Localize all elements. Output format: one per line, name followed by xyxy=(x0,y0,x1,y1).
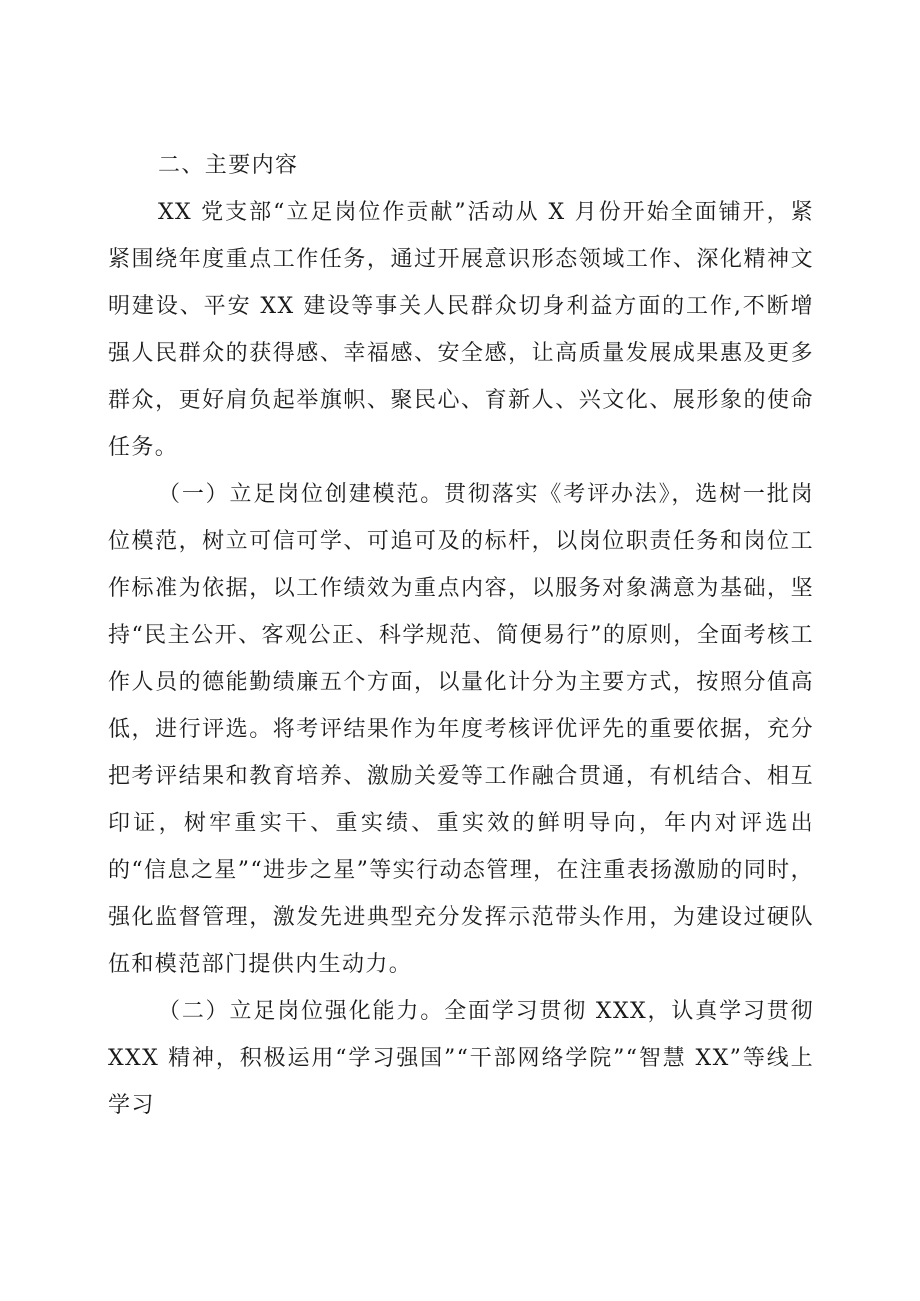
section-heading: 二、主要内容 xyxy=(158,153,299,178)
paragraph-item-2-text: （二）立足岗位强化能力。全面学习贯彻 XXX，认真学习贯彻 XXX 精神，积极运用“学习强国”“干部网络学院”“智慧 XX”等线上学习 xyxy=(108,999,814,1118)
paragraph-item-1 xyxy=(108,471,814,988)
paragraph-intro xyxy=(108,189,814,471)
paragraph-item-2 xyxy=(108,988,814,1129)
paragraph-intro-text: XX 党支部“立足岗位作贡献”活动从 X 月份开始全面铺开，紧紧围绕年度重点工作任务，通过开展意识形态领域工作、深化精神文明建设、平安 XX 建设等事关人民群众切身利益方面的工作,不断增强人民群众的获得感、幸福感、安全感，让高质量发展成果惠及更多群众，更好肩负起举旗帜、聚民心、育新人、兴文化、展形象的使命任务。 xyxy=(108,200,814,460)
document-body xyxy=(108,142,814,1129)
paragraph-item-1-text: （一）立足岗位创建模范。贯彻落实《考评办法》，选树一批岗位模范，树立可信可学、可追可及的标杆，以岗位职责任务和岗位工作标准为依据，以工作绩效为重点内容，以服务对象满意为基础，坚持“民主公开、客观公正、科学规范、简便易行”的原则，全面考核工作人员的德能勤绩廉五个方面，以量化计分为主要方式，按照分值高低，进行评选。将考评结果作为年度考核评优评先的重要依据，充分把考评结果和教育培养、激励关爱等工作融合贯通，有机结合、相互印证，树牢重实干、重实绩、重实效的鲜明导向，年内对评选出的“信息之星”“进步之星”等实行动态管理，在注重表扬激励的同时，强化监督管理，激发先进典型充分发挥示范带头作用，为建设过硬队伍和模范部门提供内生动力。 xyxy=(108,482,814,977)
